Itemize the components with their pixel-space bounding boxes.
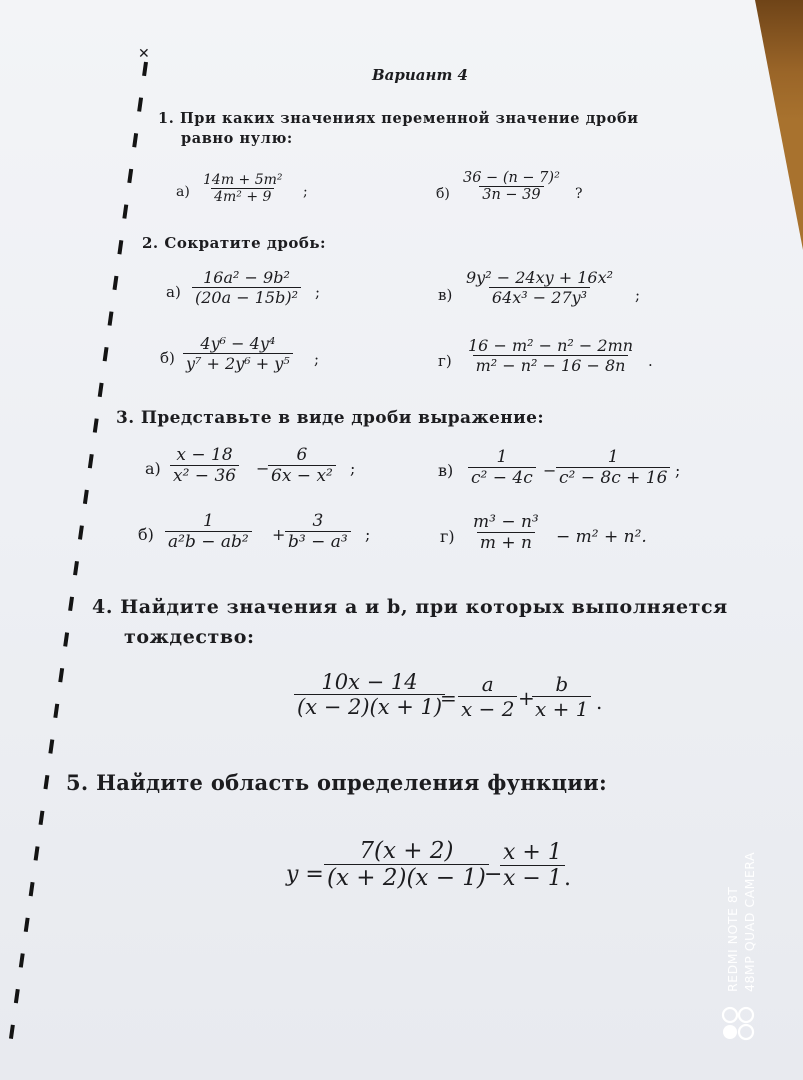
q2-v-label: в) [438, 286, 453, 304]
q2-g-end: . [648, 352, 653, 370]
q5-fraction1 [324, 838, 489, 891]
q3-g-denominator: m + n [477, 532, 535, 553]
q1-a-fraction [200, 172, 286, 205]
q4-equals: = [440, 686, 457, 710]
q3-b-numerator2: 3 [312, 511, 324, 531]
q2-a-denominator: (20a − 15b)² [192, 287, 301, 307]
q2-text: 2. Сократите дробь: [142, 234, 327, 252]
q3-v-denominator2: c² − 8c + 16 [556, 467, 670, 488]
scissors-mark: ✕ [138, 46, 150, 62]
q2-g-label: г) [438, 352, 452, 370]
q5-numerator2: x + 1 [503, 840, 562, 865]
q2-b-numerator: 4y⁶ − 4y⁴ [200, 334, 276, 353]
q4-text-line2: тождество: [124, 626, 255, 648]
q3-v-fraction1 [468, 447, 536, 488]
q1-a-label: а) [176, 184, 190, 200]
q2-g-fraction [465, 336, 636, 375]
q4-r1-denominator: x − 2 [458, 696, 517, 721]
q3-a-denominator1: x² − 36 [170, 465, 239, 486]
q1-b-label: б) [436, 186, 450, 202]
q4-r2-fraction [532, 672, 591, 721]
watermark-text [724, 852, 758, 992]
q4-lhs-numerator: 10x − 14 [321, 670, 418, 694]
q4-plus: + [518, 686, 535, 710]
q4-lhs-denominator: (x − 2)(x + 1) [294, 694, 445, 719]
q1-b-denominator: 3n − 39 [479, 186, 543, 203]
q4-r2-denominator: x + 1 [532, 696, 591, 721]
q2-g-numerator: 16 − m² − n² − 2mn [468, 336, 634, 355]
q1-a-denominator: 4m² + 9 [211, 188, 274, 205]
q3-g-numerator: m³ − n³ [473, 512, 539, 532]
watermark-line2: 48MP QUAD CAMERA [742, 851, 757, 992]
q3-v-end: ; [675, 461, 681, 480]
q3-v-label: в) [438, 461, 454, 480]
q3-v-operator: − [543, 461, 557, 480]
q3-v-fraction2 [556, 447, 670, 488]
q3-a-fraction1 [170, 445, 239, 486]
q2-v-end: ; [635, 286, 641, 304]
q2-a-label: а) [166, 283, 181, 301]
q1-a-end: ; [303, 184, 308, 200]
q5-text: 5. Найдите область определения функции: [66, 770, 608, 795]
q3-b-fraction2 [285, 511, 351, 552]
q3-a-end: ; [350, 459, 356, 478]
q1-b-fraction [460, 170, 563, 203]
q3-g-label: г) [440, 527, 455, 546]
q2-a-end: ; [315, 283, 321, 301]
q3-a-fraction2 [268, 445, 336, 486]
q1-a-numerator: 14m + 5m² [203, 172, 283, 188]
q5-denominator2: x − 1 [500, 865, 565, 891]
q2-v-numerator: 9y² − 24xy + 16x² [466, 268, 614, 287]
q3-b-end: ; [365, 525, 371, 544]
q2-b-label: б) [160, 349, 175, 367]
q5-fraction2 [500, 840, 565, 891]
q3-b-denominator1: a²b − ab² [165, 531, 252, 552]
q5-numerator1: 7(x + 2) [359, 838, 454, 864]
q4-text-line1: 4. Найдите значения a и b, при которых выполняется [92, 596, 728, 618]
q3-b-label: б) [138, 525, 154, 544]
q3-v-numerator1: 1 [496, 447, 508, 467]
q5-end: . [564, 866, 571, 891]
q2-v-denominator: 64x³ − 27y³ [489, 287, 590, 307]
q2-b-end: ; [314, 350, 320, 368]
q2-v-fraction [463, 268, 616, 307]
q3-a-numerator2: 6 [296, 445, 308, 465]
q2-a-numerator: 16a² − 9b² [203, 268, 290, 287]
q1-text-line1: 1. При каких значениях переменной значение дроби [158, 110, 639, 127]
q3-b-denominator2: b³ − a³ [285, 531, 351, 552]
q3-a-label: а) [145, 459, 161, 478]
q3-g-fraction [470, 512, 542, 553]
q2-g-denominator: m² − n² − 16 − 8n [473, 355, 629, 375]
q3-b-numerator1: 1 [202, 511, 214, 531]
q5-y-equals: y = [286, 862, 324, 887]
q2-b-fraction [183, 334, 293, 373]
q3-b-fraction1 [165, 511, 252, 552]
q3-b-operator: + [272, 525, 286, 544]
camera-logo-icon [720, 1006, 760, 1042]
q5-operator: − [484, 862, 503, 887]
camera-watermark [712, 810, 776, 1050]
q3-text: 3. Представьте в виде дроби выражение: [116, 408, 544, 428]
q1-text-line2: равно нулю: [181, 130, 293, 147]
q4-r1-fraction [458, 672, 517, 721]
q4-end: . [596, 690, 603, 714]
watermark-line1: REDMI NOTE 8T [725, 886, 740, 992]
q3-a-denominator2: 6x − x² [268, 465, 336, 486]
q3-a-operator: − [256, 459, 270, 478]
q4-r2-numerator: b [555, 672, 569, 696]
q2-a-fraction [192, 268, 301, 307]
variant-title: Вариант 4 [372, 66, 468, 84]
q3-v-numerator2: 1 [607, 447, 619, 467]
q4-r1-numerator: a [481, 672, 494, 696]
q3-v-denominator1: c² − 4c [468, 467, 536, 488]
q1-b-numerator: 36 − (n − 7)² [463, 170, 560, 186]
q2-b-denominator: y⁷ + 2y⁶ + y⁵ [183, 353, 293, 373]
q3-a-numerator1: x − 18 [176, 445, 233, 465]
q5-denominator1: (x + 2)(x − 1) [324, 864, 489, 891]
q4-lhs-fraction [294, 670, 445, 719]
q3-g-tail: − m² + n². [556, 527, 647, 547]
q1-b-end: ? [575, 186, 583, 202]
